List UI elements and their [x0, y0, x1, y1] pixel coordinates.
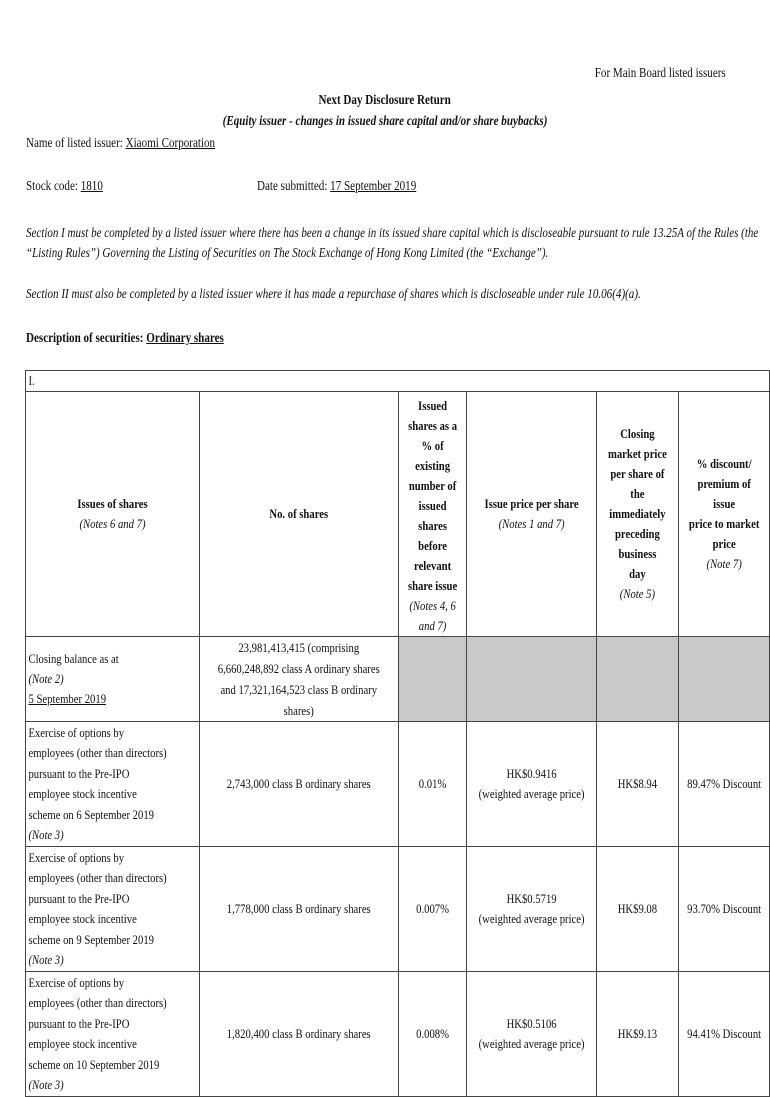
row-shares-cell: 1,820,400 class B ordinary shares [200, 972, 399, 1097]
table-row [26, 847, 770, 972]
row-closing-price-cell: HK$8.94 [596, 722, 678, 847]
description-value: Ordinary shares [146, 330, 224, 345]
shaded-cell [678, 637, 769, 722]
row-price-cell: HK$0.9416 (weighted average price) [466, 722, 596, 847]
row-discount-cell: 89.47% Discount [678, 722, 769, 847]
listing-board-note: For Main Board listed issuers [595, 65, 726, 80]
section-two-instructions: Section II must also be completed by a listed issuer where it has made a repurchase of shares which is discloseable under rule 10.06(4)(a). [26, 286, 641, 301]
header-issues-of-shares: Issues of shares (Notes 6 and 7) [26, 392, 200, 637]
date-submitted-line [257, 178, 451, 194]
row-price-cell: HK$0.5719 (weighted average price) [466, 847, 596, 972]
shaded-cell [596, 637, 678, 722]
header-discount-premium: % discount/ premium of issue price to market price (Note 7) [678, 392, 769, 637]
document-subtitle: (Equity issuer - changes in issued share capital and/or share buybacks) [222, 113, 548, 128]
closing-balance-row [26, 637, 770, 722]
table-row [26, 722, 770, 847]
section-label-row [26, 371, 770, 392]
issuer-value: Xiaomi Corporation [125, 135, 216, 150]
section-label: I. [28, 373, 35, 388]
row-description-cell: Exercise of options by employees (other than directors) pursuant to the Pre-IPO employee stock incentive scheme on 10 September 2019 (Note 3) [26, 972, 200, 1097]
section-one-line-1: Section I must be completed by a listed issuer where there has been a change in its issued share capital which is discloseable pursuant to rule 13.25A of the Rules (the [26, 225, 759, 240]
row-closing-price-cell: HK$9.08 [596, 847, 678, 972]
row-percent-cell: 0.01% [398, 722, 466, 847]
stock-code-value: 1810 [80, 178, 103, 193]
shaded-cell [398, 637, 466, 722]
issuer-label: Name of listed issuer: [26, 135, 126, 150]
description-label: Description of securities: [26, 330, 147, 345]
row-description-cell: Exercise of options by employees (other than directors) pursuant to the Pre-IPO employee stock incentive scheme on 6 September 2019 (Note 3) [26, 722, 200, 847]
section-one-instructions [26, 223, 759, 263]
issuer-name-line [26, 135, 257, 151]
table-row [26, 972, 770, 1097]
header-row [26, 392, 770, 637]
stock-code-line [26, 178, 120, 194]
closing-balance-shares-cell: 23,981,413,415 (comprising 6,660,248,892 class A ordinary shares and 17,321,164,523 class B ordinary shares) [200, 637, 399, 722]
row-shares-cell: 2,743,000 class B ordinary shares [200, 722, 399, 847]
row-discount-cell: 94.41% Discount [678, 972, 769, 1097]
row-closing-price-cell: HK$9.13 [596, 972, 678, 1097]
header-issued-percent: Issued shares as a % of existing number of issued shares before relevant share issue (Notes 4, 6 and 7) [398, 392, 466, 637]
row-shares-cell: 1,778,000 class B ordinary shares [200, 847, 399, 972]
document-title: Next Day Disclosure Return [318, 92, 452, 107]
row-price-cell: HK$0.5106 (weighted average price) [466, 972, 596, 1097]
header-issue-price: Issue price per share (Notes 1 and 7) [466, 392, 596, 637]
section-one-line-2: “Listing Rules”) Governing the Listing of Securities on The Stock Exchange of Hong Kong Limited (the “Exchange”). [26, 245, 549, 260]
row-percent-cell: 0.007% [398, 847, 466, 972]
row-discount-cell: 93.70% Discount [678, 847, 769, 972]
row-percent-cell: 0.008% [398, 972, 466, 1097]
header-closing-price: Closing market price per share of the immediately preceding business day (Note 5) [596, 392, 678, 637]
row-description-cell: Exercise of options by employees (other than directors) pursuant to the Pre-IPO employee stock incentive scheme on 9 September 2019 (Note 3) [26, 847, 200, 972]
closing-balance-label-cell: Closing balance as at (Note 2) 5 September 2019 [26, 637, 200, 722]
stock-code-label: Stock code: [26, 178, 81, 193]
share-issues-table [25, 370, 770, 1097]
date-value: 17 September 2019 [330, 178, 417, 193]
date-label: Date submitted: [257, 178, 331, 193]
shaded-cell [466, 637, 596, 722]
header-no-of-shares: No. of shares [200, 392, 399, 637]
securities-description [26, 330, 267, 346]
